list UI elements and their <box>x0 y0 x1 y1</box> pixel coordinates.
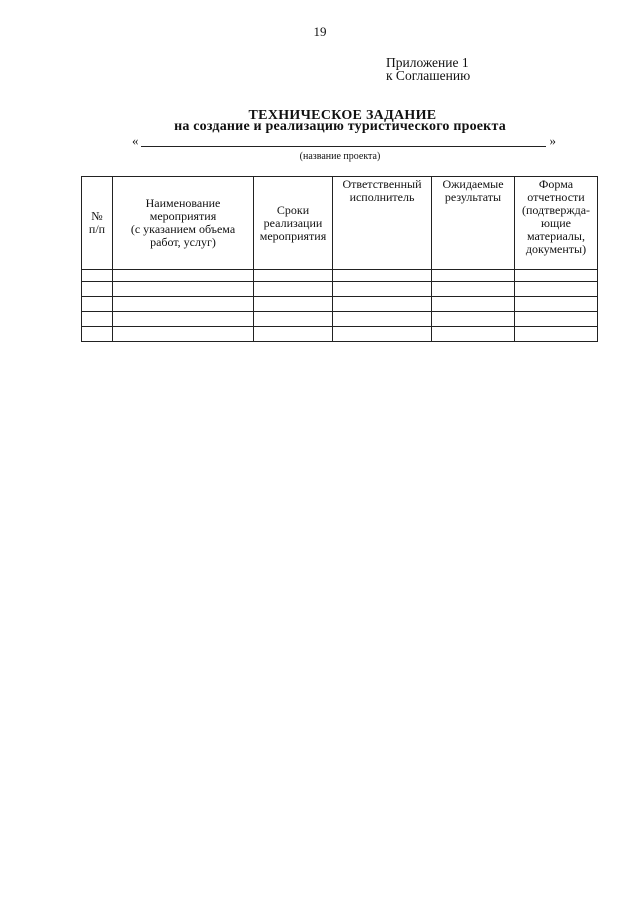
project-name-blank-line <box>141 146 546 147</box>
column-header-line: ющие <box>541 216 571 230</box>
table-cell <box>113 270 254 282</box>
table-cell <box>515 282 598 297</box>
column-header-line: мероприятия <box>259 228 327 243</box>
table-cell <box>82 312 113 327</box>
table-row <box>82 282 598 297</box>
table-cell <box>432 312 515 327</box>
table-cell <box>254 282 333 297</box>
column-header-reporting <box>515 177 598 270</box>
table-cell <box>254 327 333 342</box>
project-name-caption: (название проекта) <box>299 151 381 162</box>
column-header-line: (с указанием объема <box>130 222 236 236</box>
document-title: ТЕХНИЧЕСКОЕ ЗАДАНИЕ <box>248 108 437 123</box>
document-subtitle: на создание и реализацию туристического проекта <box>174 119 506 134</box>
table-row <box>82 270 598 282</box>
column-header-line: результаты <box>444 190 502 204</box>
table-cell <box>254 270 333 282</box>
table-cell <box>113 327 254 342</box>
table-cell <box>333 282 432 297</box>
table-row <box>82 297 598 312</box>
table-cell <box>82 282 113 297</box>
quote-open: « <box>132 133 139 148</box>
table-cell <box>333 327 432 342</box>
appendix-line-2: к Соглашению <box>386 68 471 83</box>
page-number: 19 <box>313 24 327 39</box>
table-cell <box>113 312 254 327</box>
column-header-line: п/п <box>88 222 106 236</box>
table-cell <box>333 312 432 327</box>
table-cell <box>432 270 515 282</box>
column-header-results <box>432 177 515 270</box>
appendix-label <box>386 56 470 82</box>
column-header-event <box>113 177 254 270</box>
column-header-line: Наименование <box>145 196 221 210</box>
table-cell <box>113 282 254 297</box>
column-header-line: (подтвержда- <box>521 203 591 217</box>
column-header-line: Сроки <box>276 202 310 217</box>
table-cell <box>333 297 432 312</box>
column-header-line: реализации <box>263 215 323 230</box>
column-header-line: работ, услуг) <box>150 235 216 249</box>
appendix-line-1: Приложение 1 <box>386 55 469 70</box>
table-cell <box>113 297 254 312</box>
table-cell <box>82 297 113 312</box>
column-header-line: исполнитель <box>349 190 415 204</box>
column-header-executor <box>333 177 432 270</box>
table-cell <box>432 282 515 297</box>
table-header-row <box>82 177 598 270</box>
table-row <box>82 327 598 342</box>
table-cell <box>333 270 432 282</box>
table-cell <box>515 312 598 327</box>
table-cell <box>254 297 333 312</box>
column-header-line: Ожидаемые <box>442 177 504 191</box>
table-cell <box>515 327 598 342</box>
table-cell <box>432 297 515 312</box>
column-header-terms <box>254 177 333 270</box>
table-cell <box>515 270 598 282</box>
table-cell <box>432 327 515 342</box>
table-cell <box>515 297 598 312</box>
column-header-line: № <box>91 209 103 223</box>
column-header-line: отчетности <box>527 190 585 204</box>
column-header-line: материалы, <box>526 229 585 243</box>
table-body <box>82 270 598 342</box>
quote-close: » <box>549 133 556 148</box>
column-header-line: документы) <box>525 242 587 256</box>
table-cell <box>82 327 113 342</box>
column-header-line: Форма <box>538 177 574 191</box>
table-row <box>82 312 598 327</box>
column-header-num <box>82 177 113 270</box>
column-header-line: мероприятия <box>149 209 217 223</box>
column-header-line: Ответственный <box>342 177 422 191</box>
project-name-field <box>132 133 556 149</box>
table-cell <box>82 270 113 282</box>
technical-task-table <box>81 176 598 342</box>
table-cell <box>254 312 333 327</box>
